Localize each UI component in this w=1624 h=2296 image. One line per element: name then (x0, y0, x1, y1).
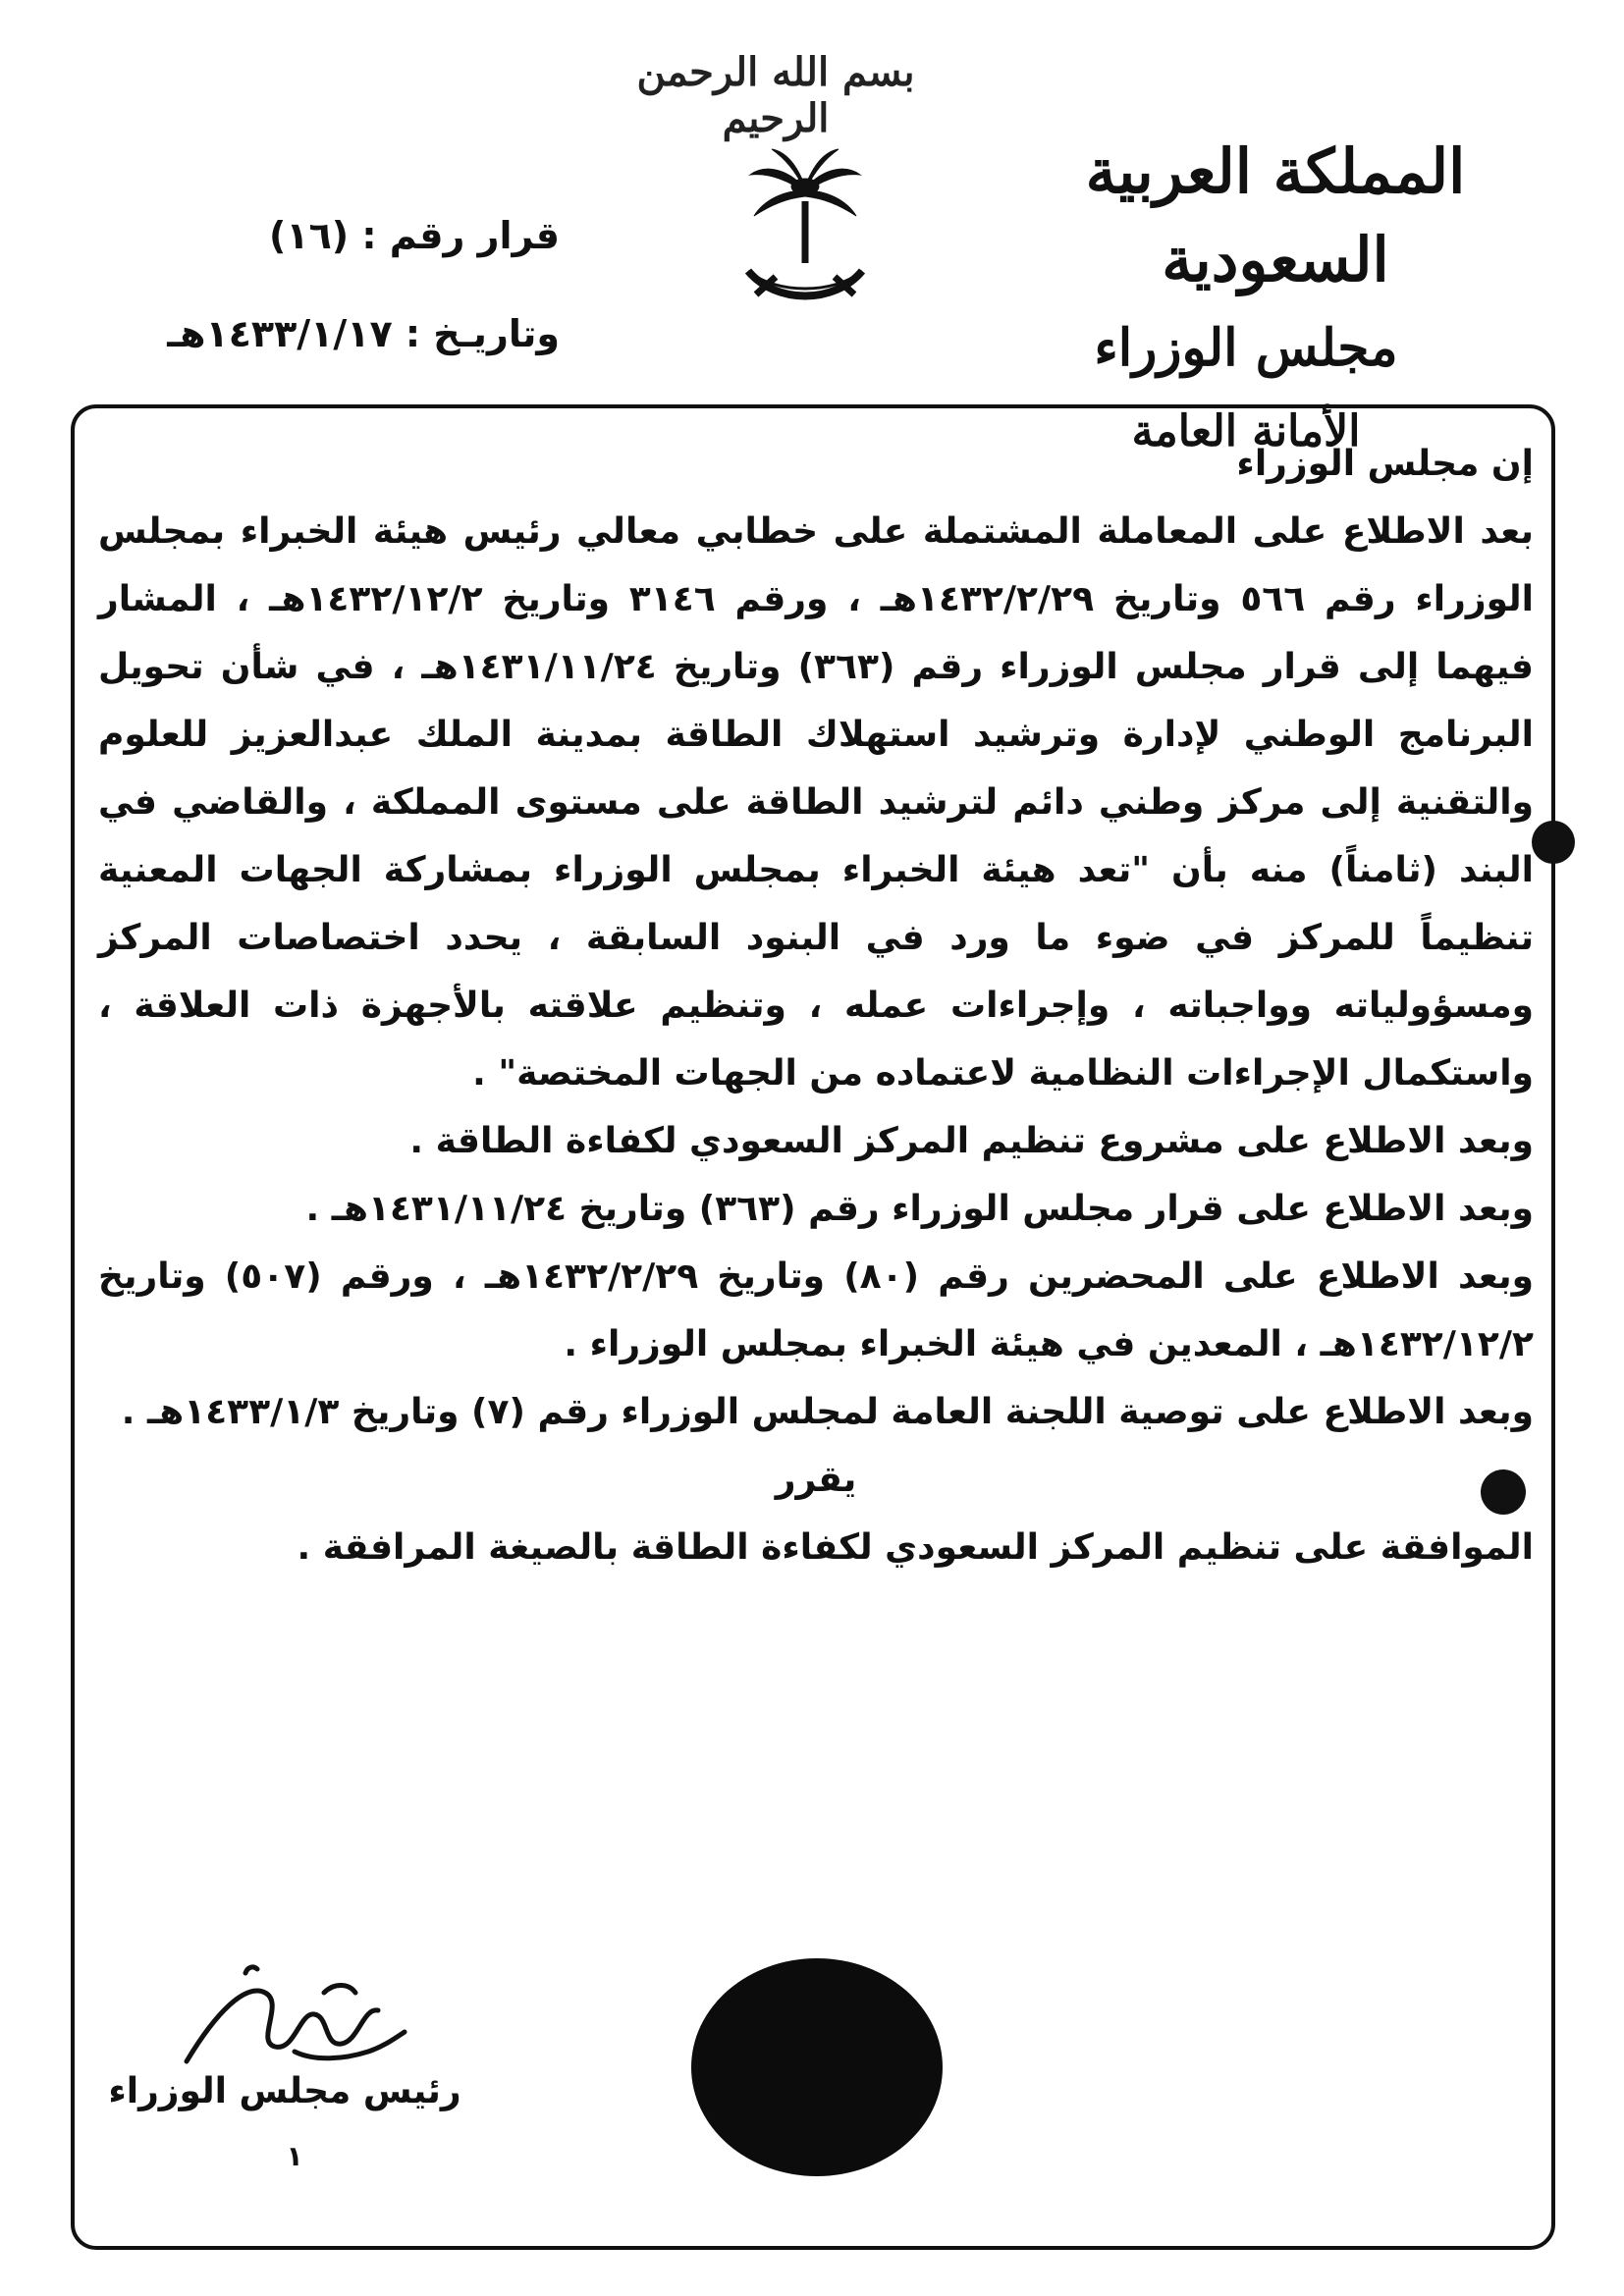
palm-swords-emblem-icon (727, 147, 884, 324)
resolves-heading: يقرر (775, 1460, 857, 1500)
punch-hole-mark (1532, 821, 1575, 864)
decision-reference-block (108, 196, 560, 393)
recital-paragraph: وبعد الاطلاع على مشروع تنظيم المركز السعودي لكفاءة الطاقة . (409, 1121, 1534, 1161)
council-name: مجلس الوزراء (1094, 318, 1398, 378)
decision-text: الموافقة على تنظيم المركز السعودي لكفاءة الطاقة بالصيغة المرافقة . (297, 1527, 1534, 1568)
secretariat-name: الأمانة العامة (1131, 406, 1361, 456)
handwritten-signature-icon (177, 1953, 412, 2091)
recital-paragraph: وبعد الاطلاع على قرار مجلس الوزراء رقم (٣٦٣) وتاريخ ١٤٣١/١١/٢٤هـ . (305, 1189, 1534, 1229)
kingdom-name: المملكة العربية السعودية (1085, 135, 1466, 295)
page-number: ١ (286, 2140, 303, 2172)
decision-number: قرار رقم : (١٦) (269, 214, 560, 257)
recital-paragraph: بعد الاطلاع على المعاملة المشتملة على خطابي معالي رئيس هيئة الخبراء بمجلس الوزراء رقم ٥٦٦ وتاريخ ١٤٣٢/٢/٢٩هـ ، ورقم ٣١٤٦ وتاريخ ١٤٣٢/١٢/٢هـ ، المشار فيهما إلى قرار مجلس الوزراء رقم (٣٦٣) وتاريخ ١٤٣١/١١/٢٤هـ ، في شأن تحويل البرنامج الوطني لإدارة وترشيد استهلاك الطاقة بمدينة الملك عبدالعزيز للعلوم والتقنية إلى مركز وطني دائم لترشيد الطاقة على مستوى المملكة ، والقاضي في البند (ثامناً) منه بأن "تعد هيئة الخبراء بمجلس الوزراء بمشاركة الجهات المعنية تنظيماً للمركز في ضوء ما ورد في البنود السابقة ، يحدد اختصاصات المركز ومسؤولياته وواجباته ، وإجراءات عمله ، وتنظيم علاقته بالأجهزة ذات العلاقة ، واستكمال الإجراءات النظامية لاعتماده من الجهات المختصة" . (98, 511, 1535, 1094)
redacted-seal (691, 1958, 943, 2176)
decision-date: وتاريـخ : ١٤٣٣/١/١٧هـ (167, 312, 560, 355)
recital-paragraph: وبعد الاطلاع على توصية اللجنة العامة لمجلس الوزراء رقم (٧) وتاريخ ١٤٣٣/١/٣هـ . (121, 1392, 1534, 1432)
punch-hole-mark (1481, 1469, 1526, 1515)
recital-paragraph: وبعد الاطلاع على المحضرين رقم (٨٠) وتاريخ ١٤٣٢/٢/٢٩هـ ، ورقم (٥٠٧) وتاريخ ١٤٣٢/١٢/٢هـ ، المعدين في هيئة الخبراء بمجلس الوزراء . (98, 1256, 1534, 1364)
basmala: بسم الله الرحمن الرحيم (636, 49, 915, 141)
opening-line: إن مجلس الوزراء (1236, 444, 1534, 484)
decision-body (98, 430, 1534, 1581)
signature-title: رئيس مجلس الوزراء (108, 2071, 461, 2111)
